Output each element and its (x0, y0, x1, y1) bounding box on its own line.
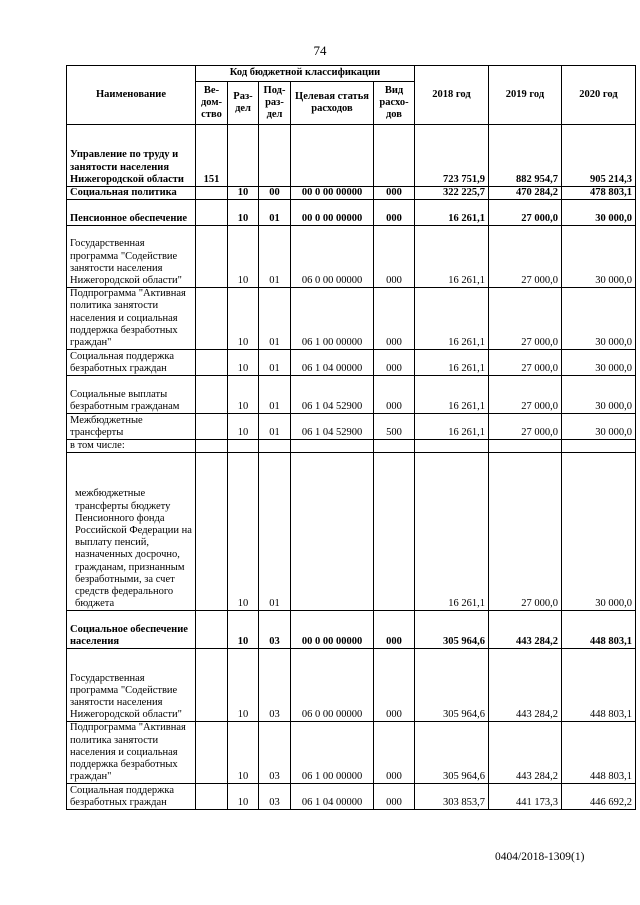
cell-ved (196, 200, 228, 226)
cell-y2019: 27 000,0 (489, 350, 562, 376)
col-2019-header: 2019 год (489, 66, 562, 125)
col-2018-header: 2018 год (415, 66, 489, 125)
cell-name: Государственная программа "Содействие занятости населения Нижегородской области" (67, 226, 196, 288)
cell-ved (196, 611, 228, 649)
cell-y2018: 305 964,6 (415, 611, 489, 649)
cell-name: Социальная поддержка безработных граждан (67, 784, 196, 810)
cell-y2018: 16 261,1 (415, 226, 489, 288)
cell-y2020: 448 803,1 (562, 649, 636, 722)
cell-rz: 10 (228, 414, 259, 440)
table-body (67, 125, 636, 810)
cell-y2020: 30 000,0 (562, 376, 636, 414)
table-row (67, 376, 636, 414)
cell-y2019: 27 000,0 (489, 200, 562, 226)
cell-cs: 00 0 00 00000 (291, 187, 374, 200)
cell-name: Межбюджетные трансферты (67, 414, 196, 440)
cell-name: Государственная программа "Содействие занятости населения Нижегородской области" (67, 649, 196, 722)
cell-pr: 03 (259, 611, 291, 649)
cell-vr: 000 (374, 187, 415, 200)
cell-vr: 000 (374, 350, 415, 376)
col-podrazdel-header: Под-раз-дел (259, 82, 291, 125)
cell-pr (259, 440, 291, 453)
cell-rz: 10 (228, 649, 259, 722)
cell-y2018: 16 261,1 (415, 350, 489, 376)
cell-y2020: 30 000,0 (562, 200, 636, 226)
col-celevaya-header: Целевая статья расходов (291, 82, 374, 125)
cell-name: Подпрограмма "Активная политика занятости населения и социальная поддержка безработных граждан" (67, 288, 196, 350)
cell-pr: 03 (259, 784, 291, 810)
cell-ved (196, 288, 228, 350)
cell-vr: 500 (374, 414, 415, 440)
cell-cs (291, 125, 374, 187)
cell-y2020: 30 000,0 (562, 226, 636, 288)
table-row (67, 414, 636, 440)
cell-name: межбюджетные трансферты бюджету Пенсионного фонда Российской Федерации на выплату пенсий, назначенных досрочно, гражданам, признанным безработными, за счет средств федерального бюджета (67, 453, 196, 611)
cell-ved (196, 440, 228, 453)
cell-y2020: 905 214,3 (562, 125, 636, 187)
cell-cs (291, 440, 374, 453)
cell-y2018: 305 964,6 (415, 649, 489, 722)
cell-y2018: 303 853,7 (415, 784, 489, 810)
cell-y2019: 443 284,2 (489, 722, 562, 784)
cell-y2019: 443 284,2 (489, 611, 562, 649)
cell-y2020: 448 803,1 (562, 722, 636, 784)
cell-pr: 01 (259, 226, 291, 288)
cell-y2019 (489, 440, 562, 453)
cell-y2019: 443 284,2 (489, 649, 562, 722)
cell-ved (196, 376, 228, 414)
cell-y2018: 16 261,1 (415, 414, 489, 440)
table-row (67, 200, 636, 226)
col-vid-header: Вид расхо-дов (374, 82, 415, 125)
cell-pr: 03 (259, 722, 291, 784)
col-name-header: Наименование (67, 66, 196, 125)
col-ved-header: Ве-дом-ство (196, 82, 228, 125)
cell-vr: 000 (374, 649, 415, 722)
cell-y2020: 448 803,1 (562, 611, 636, 649)
cell-y2020: 30 000,0 (562, 453, 636, 611)
cell-pr: 01 (259, 288, 291, 350)
cell-rz: 10 (228, 722, 259, 784)
cell-cs: 06 1 00 00000 (291, 288, 374, 350)
cell-vr: 000 (374, 784, 415, 810)
cell-rz: 10 (228, 611, 259, 649)
cell-rz: 10 (228, 200, 259, 226)
cell-y2018: 322 225,7 (415, 187, 489, 200)
cell-rz: 10 (228, 784, 259, 810)
cell-cs: 06 0 00 00000 (291, 226, 374, 288)
cell-y2018: 16 261,1 (415, 453, 489, 611)
table-row (67, 784, 636, 810)
table-row (67, 125, 636, 187)
cell-vr (374, 440, 415, 453)
table-row (67, 722, 636, 784)
cell-y2019: 27 000,0 (489, 288, 562, 350)
cell-y2018: 16 261,1 (415, 376, 489, 414)
cell-name: Социальное обеспечение населения (67, 611, 196, 649)
cell-name: Социальная поддержка безработных граждан (67, 350, 196, 376)
cell-y2019: 27 000,0 (489, 226, 562, 288)
cell-cs: 06 1 04 52900 (291, 414, 374, 440)
cell-y2020: 478 803,1 (562, 187, 636, 200)
cell-cs: 06 1 04 00000 (291, 784, 374, 810)
cell-pr: 01 (259, 350, 291, 376)
cell-pr: 01 (259, 453, 291, 611)
cell-rz: 10 (228, 187, 259, 200)
cell-rz: 10 (228, 453, 259, 611)
cell-rz: 10 (228, 376, 259, 414)
cell-vr (374, 125, 415, 187)
table-row (67, 611, 636, 649)
cell-y2019: 470 284,2 (489, 187, 562, 200)
budget-table (66, 65, 636, 810)
cell-pr: 00 (259, 187, 291, 200)
cell-vr: 000 (374, 288, 415, 350)
cell-vr: 000 (374, 226, 415, 288)
cell-ved (196, 187, 228, 200)
cell-cs: 06 1 00 00000 (291, 722, 374, 784)
table-row (67, 453, 636, 611)
table-row (67, 288, 636, 350)
cell-cs (291, 453, 374, 611)
cell-y2019: 882 954,7 (489, 125, 562, 187)
cell-cs: 00 0 00 00000 (291, 611, 374, 649)
cell-name: Социальная политика (67, 187, 196, 200)
cell-ved (196, 226, 228, 288)
cell-ved (196, 722, 228, 784)
cell-name: Управление по труду и занятости населения Нижегородской области (67, 125, 196, 187)
cell-rz (228, 440, 259, 453)
cell-name: Социальные выплаты безработным гражданам (67, 376, 196, 414)
cell-y2019: 441 173,3 (489, 784, 562, 810)
cell-cs: 00 0 00 00000 (291, 200, 374, 226)
cell-rz: 10 (228, 226, 259, 288)
cell-ved: 151 (196, 125, 228, 187)
cell-ved (196, 649, 228, 722)
cell-pr: 01 (259, 200, 291, 226)
table-row (67, 187, 636, 200)
col-2020-header: 2020 год (562, 66, 636, 125)
cell-y2020: 30 000,0 (562, 350, 636, 376)
cell-cs: 06 1 04 52900 (291, 376, 374, 414)
table-row (67, 440, 636, 453)
table-row (67, 649, 636, 722)
cell-vr: 000 (374, 200, 415, 226)
cell-vr (374, 453, 415, 611)
cell-y2020 (562, 440, 636, 453)
document-number: 0404/2018-1309(1) (495, 851, 585, 863)
col-razdel-header: Раз-дел (228, 82, 259, 125)
cell-name: Пенсионное обеспечение (67, 200, 196, 226)
cell-vr: 000 (374, 376, 415, 414)
cell-ved (196, 414, 228, 440)
cell-rz: 10 (228, 288, 259, 350)
cell-y2019: 27 000,0 (489, 453, 562, 611)
cell-pr: 01 (259, 414, 291, 440)
cell-rz: 10 (228, 350, 259, 376)
table-row (67, 226, 636, 288)
code-group-header: Код бюджетной классификации (196, 66, 415, 82)
cell-ved (196, 453, 228, 611)
cell-cs: 06 1 04 00000 (291, 350, 374, 376)
cell-y2018: 16 261,1 (415, 200, 489, 226)
cell-pr: 01 (259, 376, 291, 414)
cell-name: Подпрограмма "Активная политика занятости населения и социальная поддержка безработных граждан" (67, 722, 196, 784)
cell-y2018: 723 751,9 (415, 125, 489, 187)
cell-rz (228, 125, 259, 187)
cell-y2018 (415, 440, 489, 453)
cell-y2020: 446 692,2 (562, 784, 636, 810)
table-row (67, 350, 636, 376)
cell-y2019: 27 000,0 (489, 376, 562, 414)
cell-ved (196, 350, 228, 376)
cell-vr: 000 (374, 611, 415, 649)
cell-y2019: 27 000,0 (489, 414, 562, 440)
cell-pr: 03 (259, 649, 291, 722)
cell-name: в том числе: (67, 440, 196, 453)
cell-y2020: 30 000,0 (562, 288, 636, 350)
cell-vr: 000 (374, 722, 415, 784)
cell-ved (196, 784, 228, 810)
cell-pr (259, 125, 291, 187)
cell-y2018: 305 964,6 (415, 722, 489, 784)
cell-y2020: 30 000,0 (562, 414, 636, 440)
cell-y2018: 16 261,1 (415, 288, 489, 350)
page-number: 74 (313, 43, 327, 58)
cell-cs: 06 0 00 00000 (291, 649, 374, 722)
